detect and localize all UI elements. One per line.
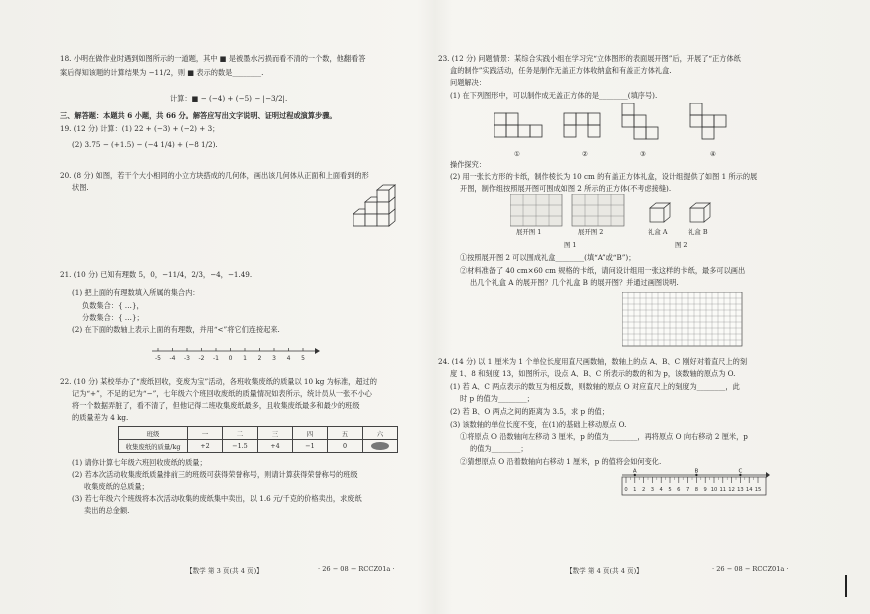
q22-line4: 的质量差为 4 kg.	[72, 413, 129, 422]
q24-part1: (1) 若 A、C 两点表示的数互为相反数，则数轴的原点 O 对应直尺上的刻度为________，此	[450, 382, 740, 391]
q19-heading: 19. (12 分) 计算：(1) 22 + (−3) + (−2) + 3；	[60, 124, 220, 133]
figure2-boxes	[648, 200, 718, 226]
ruler-point-label: C	[738, 468, 743, 475]
q22-table	[118, 426, 398, 453]
figure2-caption: 图 2	[675, 241, 688, 249]
ruler-figure	[620, 468, 770, 498]
table-row	[119, 440, 398, 453]
q24-part1-cont: 时 p 的值为________；	[460, 394, 534, 403]
grid-paper	[622, 292, 744, 348]
q22-part2: (2) 若本次活动收集废纸质量排前三的班级可获得荣誉称号，则请计算获得荣誉称号的班级	[72, 470, 358, 479]
q22-part1: (1) 请你计算七年级六班回收废纸的质量；	[72, 458, 207, 467]
footer-page3: 【数学 第 3 页(共 4 页)】	[186, 567, 263, 575]
net-label-3: ③	[640, 150, 646, 158]
table-cell: −1.5	[223, 440, 258, 453]
table-header: 班级	[119, 427, 188, 440]
table-header: 六	[363, 427, 398, 440]
q21-fraction-set: 分数集合：{ …}；	[82, 313, 144, 322]
figure1-label-a: 展开图 1	[516, 228, 542, 236]
number-line-label: -4	[169, 355, 176, 362]
table-header: 五	[328, 427, 363, 440]
table-cell: −1	[293, 440, 328, 453]
figure2-label-a: 礼盒 A	[648, 228, 668, 236]
q19-part2: (2) 3.75 − (+1.5) − (−4 1/4) + (−8 1/2).	[72, 140, 218, 149]
ruler-label: 9	[703, 487, 707, 493]
q18-line1: 18. 小明在做作业时遇到如图所示的一道题，其中 ■ 是被墨水污损而看不清的一个数，他翻看答	[60, 54, 366, 63]
net-label-2: ②	[582, 150, 588, 158]
table-header: 一	[188, 427, 223, 440]
footer-code-right: · 26 − 08 − RCCZ01a ·	[712, 565, 789, 573]
number-line-label: 0	[228, 355, 233, 362]
net-label-4: ④	[710, 150, 716, 158]
number-line-label: 3	[272, 355, 276, 362]
q18-line2: 案后得知该题的计算结果为 −11/2，则 ■ 表示的数是________.	[60, 68, 264, 77]
q24-part2: (2) 若 B、O 两点之间的距离为 3.5，求 p 的值；	[450, 407, 609, 416]
ruler-label: 0	[624, 487, 628, 493]
q22-part3: (3) 若七年级六个班级将本次活动收集的废纸集中卖出，以 1.6 元/千克的价格卖出，求废纸	[72, 494, 362, 503]
ruler-label: 4	[659, 487, 663, 493]
q23-sub2-cont: 出几个礼盒 A 的展开图？几个礼盒 B 的展开图？并通过画图说明.	[470, 278, 679, 287]
q23-part2b: 开图，制作组按照展开图可围成如图 2 所示的正方体(不考虑接缝).	[460, 184, 672, 193]
number-line-label: -5	[155, 355, 161, 362]
q20-line1: 20. (8 分) 如图，若干个大小相同的小立方块搭成的几何体，画出该几何体从正面和上面看到的形	[60, 171, 369, 180]
footer-page4: 【数学 第 4 页(共 4 页)】	[566, 567, 643, 575]
q21-negative-set: 负数集合：{ …}，	[82, 301, 144, 310]
table-header-row	[119, 427, 398, 440]
q22-part3-cont: 卖出的总金额.	[84, 506, 130, 515]
left-page	[0, 0, 430, 614]
cube-nets	[494, 103, 744, 155]
q24-line2: 度 1、8 和刻度 13，如图所示，设点 A、B、C 所表示的数的和为 p，该数轴的原点为 O.	[450, 369, 736, 378]
q22-line3: 将一个数据弄脏了，看不清了，但他记得二班收集废纸最多，且收集废纸最多和最少的班级	[72, 401, 360, 410]
ruler-label: 7	[685, 487, 690, 493]
ruler-label: 13	[737, 487, 744, 493]
table-header: 二	[223, 427, 258, 440]
figure1-label-b: 展开图 2	[578, 228, 604, 236]
q23-line2: 盒的制作”实践活动，任务是制作无盖正方体收纳盒和有盖正方体礼盒.	[450, 66, 672, 75]
q23-part1: (1) 在下列图形中，可以制作成无盖正方体的是________(填序号).	[450, 91, 658, 100]
q23-explore-heading: 操作探究：	[450, 160, 486, 169]
figure1-nets	[510, 194, 630, 232]
q21-part2: (2) 在下面的数轴上表示上面的有理数，并用“<”将它们连接起来.	[72, 325, 280, 334]
table-cell: +2	[188, 440, 223, 453]
q21-part1: (1) 把上面的有理数填入所属的集合内：	[72, 288, 200, 297]
number-line-q21	[150, 342, 320, 364]
ruler-point-label: B	[694, 468, 699, 475]
q24-sub2: ②猜想原点 O 沿着数轴向右移动 1 厘米，p 的值将会如何变化.	[460, 457, 662, 466]
q22-line2: 记为“+”，不足的记为“−”，七年级六个班回收废纸的质量情况如表所示，统计员从一张不小心	[72, 389, 372, 398]
number-line-label: -2	[198, 355, 205, 362]
q23-part2a: (2) 用一张长方形的卡纸，制作棱长为 10 cm 的有盖正方体礼盒，设计组提供了如图 1 所示的展	[450, 172, 758, 181]
ruler-point-label: A	[632, 468, 637, 475]
q24-line1: 24. (14 分) 以 1 厘米为 1 个单位长度用直尺画数轴，数轴上的点 A、B、C 刚好对着直尺上的刻	[438, 357, 748, 366]
table-row-label: 收集废纸的质量/kg	[119, 440, 188, 453]
scan-edge-mark	[845, 575, 847, 597]
cube-figure	[353, 182, 405, 240]
ruler-label: 12	[728, 487, 735, 493]
ruler-label: 11	[719, 487, 727, 493]
number-line-label: -1	[213, 355, 219, 362]
q20-line2: 状图.	[72, 183, 89, 192]
table-header: 四	[293, 427, 328, 440]
q24-part3: (3) 该数轴的单位长度不变，在(1)的基础上移动原点 O.	[450, 420, 627, 429]
q18-formula: 计算：■ − (−4) + (−5) − |−3/2|.	[170, 94, 288, 103]
ruler-label: 8	[694, 487, 699, 493]
right-page	[430, 0, 870, 614]
q23-line1: 23. (12 分) 问题情景：某综合实践小组在学习完“立体图形的表面展开图”后，开展了“正方体纸	[438, 54, 741, 63]
table-cell: +4	[258, 440, 293, 453]
number-line-label: -3	[184, 355, 190, 362]
ruler-label: 5	[668, 487, 672, 493]
ruler-label: 1	[633, 487, 637, 493]
ruler-label: 3	[650, 487, 655, 493]
q24-sub1-cont: 的值为________；	[470, 444, 528, 453]
ink-smudge	[371, 442, 389, 450]
ruler-label: 10	[710, 487, 718, 493]
q24-sub1: ①将原点 O 沿数轴向左移动 3 厘米，p 的值为________，再将原点 O 向右移动 2 厘米，p	[460, 432, 748, 441]
footer-code-left: · 26 − 08 − RCCZ01a ·	[318, 565, 395, 573]
table-cell-smudged	[363, 440, 398, 453]
ruler-label: 2	[641, 487, 646, 493]
net-label-1: ①	[514, 150, 520, 158]
number-line-label: 1	[243, 355, 247, 362]
section3-heading: 三、解答题：本题共 6 小题，共 66 分。解答应写出文字说明、证明过程或演算步骤。	[60, 111, 337, 120]
number-line-label: 5	[301, 355, 305, 362]
q22-part2-cont: 收集废纸的总质量；	[84, 482, 149, 491]
table-header: 三	[258, 427, 293, 440]
ruler-label: 15	[754, 487, 762, 493]
q23-sub1: ①按照展开图 2 可以围成礼盒________(填“A”或“B”)；	[460, 253, 636, 262]
number-line-label: 4	[286, 355, 291, 362]
table-cell: 0	[328, 440, 363, 453]
q22-line1: 22. (10 分) 某校举办了“废纸回收，变废为宝”活动，各班收集废纸的质量以 10 kg 为标准，超过的	[60, 377, 377, 386]
q21-heading: 21. (10 分) 已知有理数 5，0，−11/4，2/3，−4，−1.49.	[60, 270, 253, 279]
figure1-caption: 图 1	[564, 241, 577, 249]
ruler-label: 6	[677, 487, 681, 493]
number-line-label: 2	[257, 355, 262, 362]
figure2-label-b: 礼盒 B	[688, 228, 708, 236]
ruler-label: 14	[745, 487, 753, 493]
q23-sub2: ②材料准备了 40 cm×60 cm 规格的卡纸，请问设计组用一张这样的卡纸，最多可以画出	[460, 266, 746, 275]
q23-line3: 问题解决：	[450, 78, 486, 87]
